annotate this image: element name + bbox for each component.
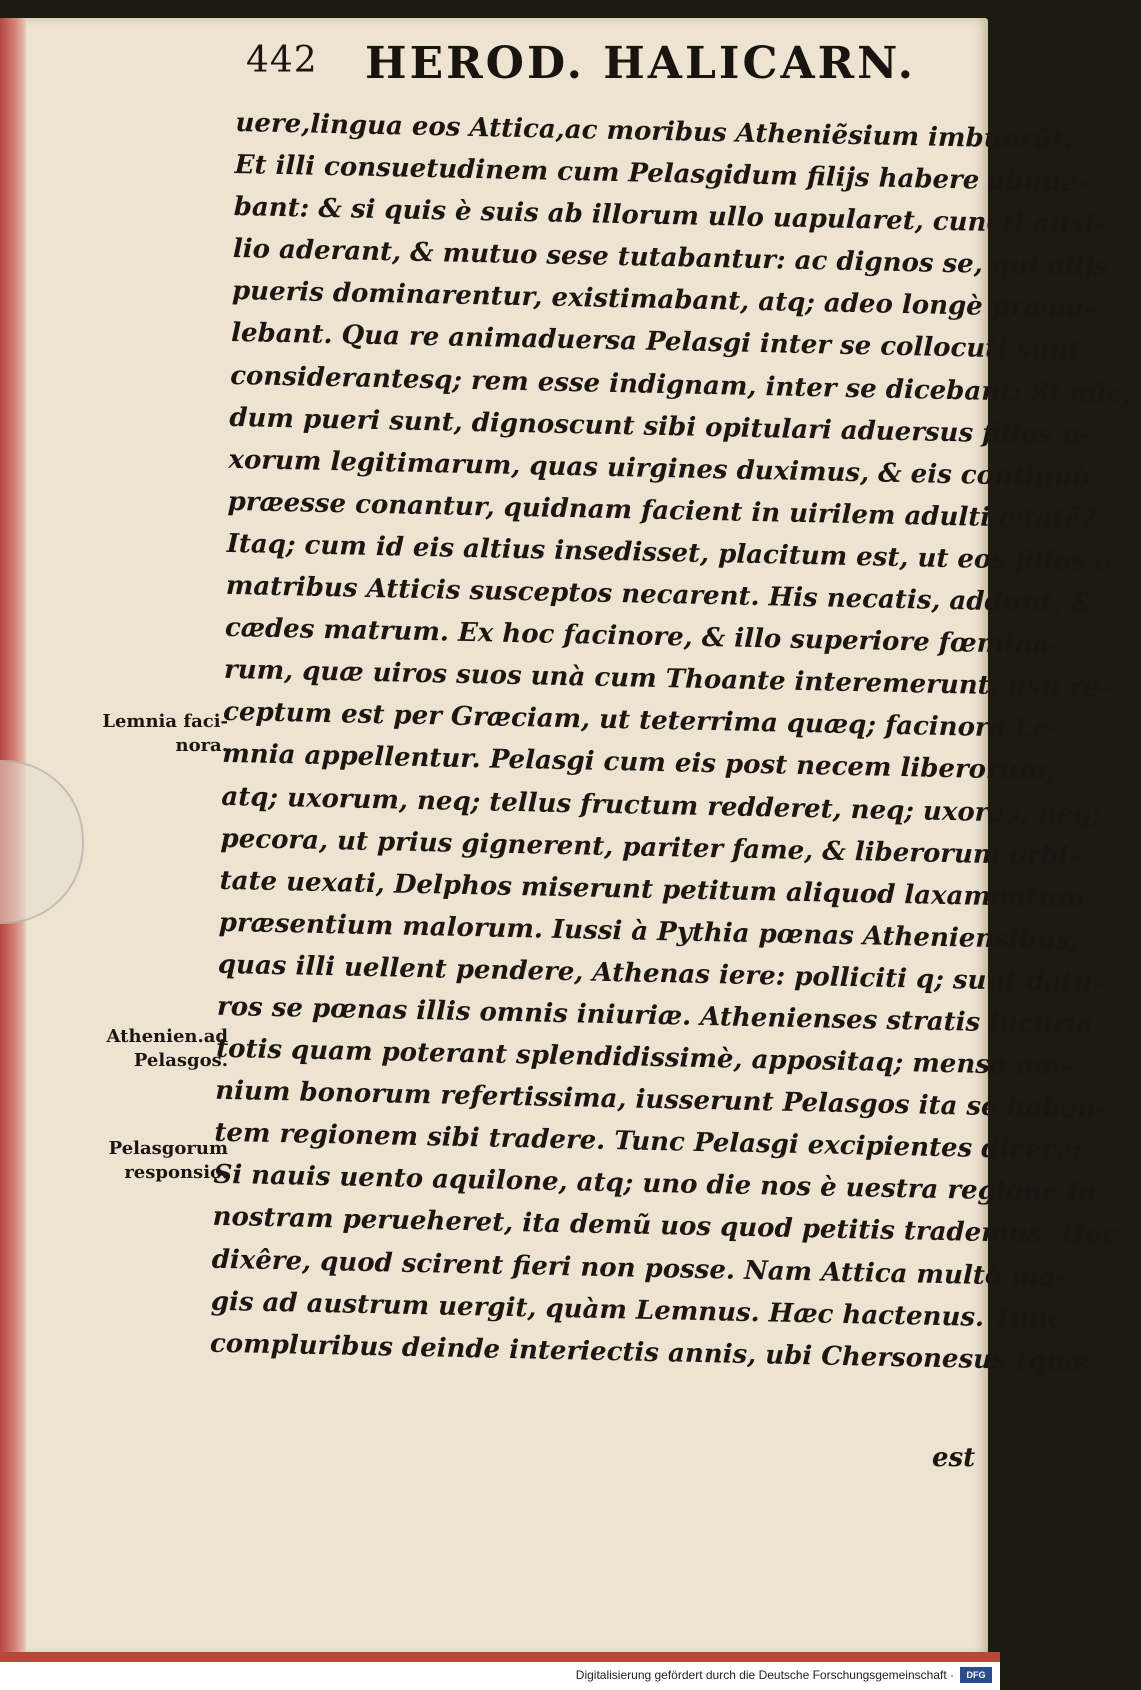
catchword: est [932, 1443, 976, 1473]
main-text [209, 102, 1132, 1380]
margin-note-line: Athenien.ad [106, 1026, 228, 1047]
text-line: Itaq; cum id eis altius insedisset, placitum est, ut eos filios è [226, 528, 1112, 578]
text-line: nostram perueheret, ita demũ uos quod petitis trademus. Hoc [212, 1202, 1119, 1252]
text-line: ros se pœnas illis omnis iniuriæ. Athenienses stratis incuria [216, 991, 1094, 1041]
text-line: pecora, ut prius gignerent, pariter fame, & liberorum orbi- [220, 823, 1080, 872]
running-head: HEROD. HALICARN. [365, 38, 916, 89]
text-line: gis ad austrum uergit, quàm Lemnus. Hæc hactenus. Tunc [210, 1286, 1065, 1335]
page-number: 442 [246, 40, 318, 81]
text-line: dum pueri sunt, dignoscunt sibi opitulari aduersus filios u- [229, 402, 1092, 451]
text-line: Et illi consuetudinem cum Pelasgidum filijs habere abnue- [234, 150, 1089, 198]
text-line: dixêre, quod scirent fieri non posse. Nam Attica multò ma- [211, 1244, 1067, 1293]
text-line: lebant. Qua re animaduersa Pelasgi inter se collocuti sunt, [230, 318, 1090, 367]
margin-note-athenien [60, 1025, 228, 1073]
margin-note-lemnia [60, 710, 228, 758]
dfg-logo: DFG [960, 1667, 992, 1683]
text-line: rum, quæ uiros suos unà cum Thoante interemerunt, usu re- [223, 655, 1111, 704]
page-edge-bottom [0, 1652, 1000, 1662]
text-line: xorum legitimarum, quas uirgines duximus, & eis continuò [228, 444, 1091, 493]
text-line: tem regionem sibi tradere. Tunc Pelasgi excipientes dicere: [214, 1118, 1082, 1167]
text-line: ceptum est per Græciam, ut teterrima quæq; facinora Le- [222, 697, 1061, 745]
text-line: matribus Atticis susceptos necarent. His necatis, addunt, & [225, 570, 1095, 620]
text-line: nium bonorum refertissima, iusserunt Pelasgos ita se haben- [214, 1075, 1108, 1125]
margin-note-pelasgorum [60, 1137, 228, 1185]
funding-credit: Digitalisierung gefördert durch die Deutsche Forschungsgemeinschaft · [575, 1668, 954, 1682]
text-line: lio aderant, & mutuo sese tutabantur: ac dignos se, qui alijs [232, 234, 1109, 283]
text-line: Si nauis uento aquilone, atq; uno die nos è uestra regione in [213, 1160, 1097, 1209]
text-line: præsentium malorum. Iussi à Pythia pœnas Atheniensibus, [218, 907, 1080, 956]
text-line: tate uexati, Delphos miserunt petitum aliquod laxamentum [219, 865, 1086, 914]
margin-note-line: nora. [175, 735, 228, 756]
text-line: uere,lingua eos Attica,ac moribus Atheniẽsium imbuerũt. [235, 107, 1074, 156]
margin-note-line: responsio. [124, 1162, 228, 1183]
text-line: considerantesq; rem esse indignam, inter se dicebant: Si nũc, [229, 360, 1132, 410]
margin-note-line: Pelasgos. [133, 1050, 228, 1071]
text-line: totis quam poterant splendidissimè, appositaq; mensa om- [215, 1033, 1072, 1082]
text-line: quas illi uellent pendere, Athenas iere: polliciti q; sunt datu- [217, 949, 1104, 999]
text-line: atq; uxorum, neq; tellus fructum redderet, neq; uxores, neq; [221, 781, 1102, 830]
text-line: pueris dominarentur, existimabant, atq; adeo longè præua- [231, 276, 1095, 325]
text-line: compluribus deinde interiectis annis, ubi Chersonesus (quæ [209, 1328, 1090, 1377]
text-line: bant: & si quis è suis ab illorum ullo uapularet, cuncti auxi- [233, 192, 1106, 241]
footer-bar [0, 1662, 1000, 1690]
text-line: cædes matrum. Ex hoc facinore, & illo superiore fœmina- [224, 613, 1061, 661]
margin-note-line: Pelasgorum [108, 1138, 228, 1159]
text-line: præesse conantur, quidnam facient in uirilem adulti ætatẽ? [227, 486, 1097, 535]
text-line: mnia appellentur. Pelasgi cum eis post necem liberorum, [222, 739, 1056, 787]
margin-note-line: Lemnia faci- [102, 711, 228, 732]
